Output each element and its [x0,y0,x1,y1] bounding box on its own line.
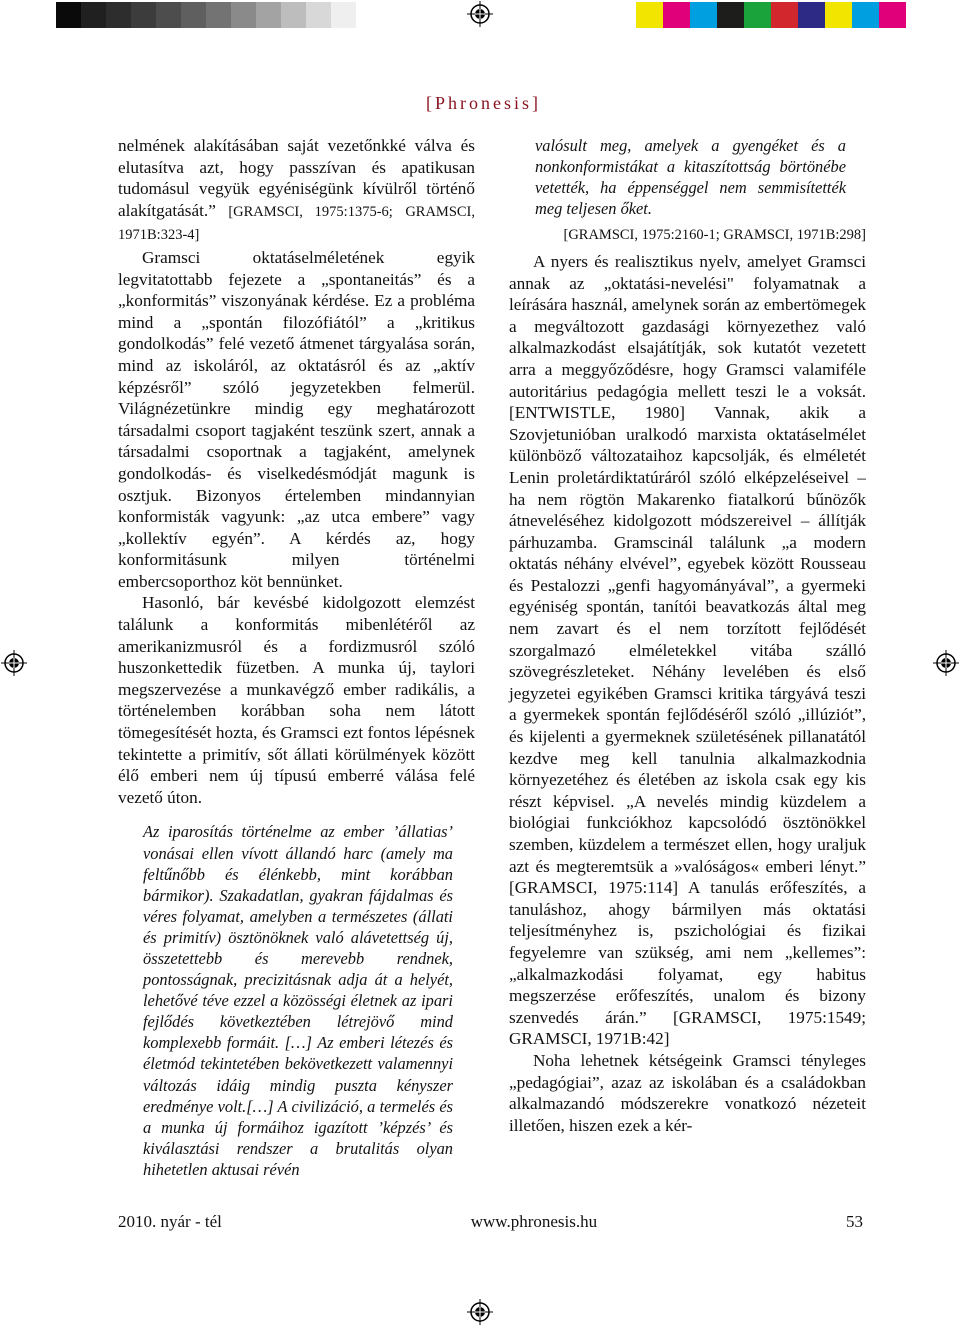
left-paragraph-1: nelmének alakításában saját vezetőnkké válva és elutasítva azt, hogy passzívan és apatikusan tudomásul vegyük egyéniségünk kívülről történő alakítgatását.” [GRAMSCI, 1975:1375-6; GRAMSCI, 1971B:323-4] [118,136,476,244]
crosshair-target-icon [467,1299,493,1325]
color-swatch [771,2,798,28]
color-swatch [206,2,231,28]
right-paragraph-2: Noha lehetnek kétségeink Gramsci tényleges „pedagógiai”, azaz az iskolában és a családokban alkalmazandó módszerekre vonatkozó nézeteit illetően, hiszen ezek a kér- [509,1050,866,1135]
color-swatch [306,2,331,28]
page-number: 53 [846,1212,863,1231]
block-quote: Az iparosítás történelme az ember ’állatias’ vonásai ellen vívott állandó harc (amely ma feltűnőbb és élénkebb, mint korábban bármikor). Szakadatlan, gyakran fájdalmas és véres folyamat, amelyben a természetes (állati és primitív) ösztönöknek való alávetettség új, összetettebb és merevebb rendnek, pontosságnak, precizitásnak adja át a helyét, lehetővé téve ezzel a közösségi életnek az ipari fejlődés következtében létrejövő mind komplexebb formáit. […] Az emberi létezés és életmód tekintetében bekövetkezett valamennyi változás idáig mindig puszta kényszer eredménye volt.[…] A civilizáció, a termelés és a munka új formáihoz igazított ’képzés’ és kiválasztási rendszer a brutalitás olyan hihetetlen aktusai révén [143,822,453,1179]
crosshair-target-icon [1,650,27,676]
color-swatch [256,2,281,28]
website-link[interactable]: www.phronesis.hu [470,1212,598,1231]
issue-label: 2010. nyár - tél [118,1212,222,1231]
block-quote-continued: valósult meg, amelyek a gyengéket és a nonkonformistákat a kitaszítottság börtönébe vetették, ha éppenséggel nem semmisítették meg teljesen őket. [535,136,846,219]
color-swatch [81,2,106,28]
block-quote-citation: [GRAMSCI, 1975:2160-1; GRAMSCI, 1971B:298] [563,227,866,244]
color-swatch [879,2,906,28]
color-swatch [106,2,131,28]
citation: GRAMSCI, 1971B:323-4] [118,203,476,244]
color-swatch [231,2,256,28]
color-swatch [281,2,306,28]
color-swatch [156,2,181,28]
left-paragraph-2: Gramsci oktatáselméletének egyik legvitatottabb fejezete a „spontaneitás” és a „konformitás” viszonyának kérdése. Ez a probléma mind a „spontán filozófiától” a „kritikus gondolkodás” felé vezető átmenet tárgyalása során, mind az iskoláról, az oktatásról és az „aktív képzésről” szóló jegyzetekben felmerül. Világnézetünkre mindig egy meghatározott társadalmi csoport tagjaként teszünk szert, annak a társadalmi csoportnak a tagjaként, amelynek gondolkodás- és viselkedésmódját magunk is osztjuk. Bizonyos értelemben mindannyian konformisták vagyunk: „az utca embere” vagy „kollektív egyén”. A kérdés az, hogy konformitásunk milyen történelmi embercsoporthoz köt bennünket. [118,247,475,591]
color-swatch [744,2,771,28]
color-swatch [690,2,717,28]
citation: [GRAMSCI, 1975:1375-6; [228,203,393,220]
registration-mark-bottom [467,1299,493,1325]
color-swatch [181,2,206,28]
color-swatch [798,2,825,28]
crosshair-target-icon [933,650,959,676]
color-swatch [636,2,663,28]
registration-mark-top [467,1,493,27]
color-swatch [825,2,852,28]
page-footer [118,1212,863,1232]
cmyk-color-bar [636,2,906,28]
right-paragraph-1: A nyers és realisztikus nyelv, amelyet Gramsci annak az „oktatási-nevelési" folyamatnak a leírására használ, amelynek során az embertömegek a megváltozott gazdasági környezethez való alkalmazkodást elsajátítják, sok kutatót vezetett arra a meggyőződésre, hogy Gramsci valamiféle autoritárius pedagógia mellett teszi le a voksát. [ENTWISTLE, 1980] Vannak, akik a Szovjetunióban uralkodó marxista oktatáselmélet különböző változataihoz kapcsolják, és elméletét Lenin proletárdiktatúráról szóló elképzeléseivel – ha nem rögtön Makarenko fiatalkorú bűnözők átneveléséhez kidolgozott módszereivel – állítják párhuzamba. Gramscinál találunk „a modern oktatás néhány elvével”, egyebek között Rousseau és Pestalozzi „genfi hagyományával”, a gyermeki egyéniség spontán, tanítói beavatkozás által meg nem zavart és el nem torzított fejlődését szorgalmazó elméletekkel vitába szálló szövegrészleteket. Néhány levelében és első jegyzetei egyikében Gramsci kritika tárgyává teszi a gyermekek spontán fejlődéséről szóló „illúziót”, és kijelenti a gyermeknek születésének pillanatától kezdve meg kell tanulnia alkalmazkodnia környezetéhez és életében az iskola csak egy kis részt képvisel. „A nevelés mindig küzdelem a biológiai funkciókhoz kapcsolódó ösztönökkel szemben, küzdelem a természet ellen, hogy uraljuk azt és megteremtsük a »valóságos« emberi lényt.” [GRAMSCI, 1975:114] A tanulás erőfeszítés, a tanuláshoz, ahogy bármilyen más oktatási teljesítményhez is, pszichológiai és fizikai fegyelemre van szükség, ami nem „kellemes”: „alkalmazkodási folyamat, egy habitus megszerzése erőfeszítés, unalom és bizony szenvedés árán.” [GRAMSCI, 1975:1549; GRAMSCI, 1971B:42] [509,251,866,1049]
color-swatch [56,2,81,28]
crosshair-target-icon [467,1,493,27]
journal-header-brand: [Phronesis] [426,93,541,113]
grayscale-color-bar [56,2,356,28]
left-paragraph-3: Hasonló, bár kevésbé kidolgozott elemzést találunk a konformitás mibenlétéről az amerikanizmusról és a fordizmusról szóló huszonkettedik füzetben. A munka új, taylori megszervezése a munkavégző ember radikális, a történelemben korábban soha nem látott tömegesítését hozta, és Gramsci ezt fontos lépésnek tekintette a primitív, sőt állati körülmények között élő emberi nem új típusú emberré válása felé vezető úton. [118,593,475,807]
color-swatch [131,2,156,28]
color-swatch [717,2,744,28]
color-swatch [852,2,879,28]
registration-mark-right [933,650,959,676]
color-swatch [663,2,690,28]
left-column [118,135,475,1180]
color-swatch [331,2,356,28]
right-column [509,135,866,1136]
registration-mark-left [1,650,27,676]
